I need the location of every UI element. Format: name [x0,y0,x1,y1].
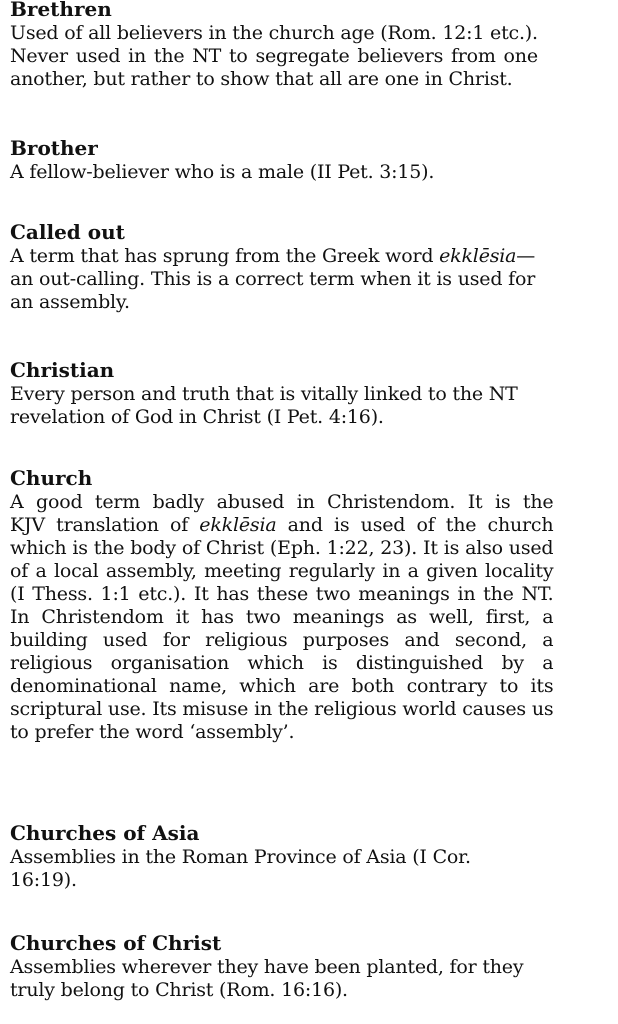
definition-line: another, but rather to show that all are one in Christ. [10,68,513,90]
entry-definition [10,161,434,184]
entry-definition [10,22,538,91]
definition-line [10,245,535,268]
definition-line: In Christendom it has two meanings as well, first, a [10,606,554,628]
definition-line: an out-calling. This is a correct term when it is used for [10,268,536,290]
definition-line: of a local assembly, meeting regularly in a given locality [10,560,554,582]
definition-line: religious organisation which is distinguished by a [10,652,554,674]
entry-term: Church [10,466,93,490]
entry-brethren [10,0,538,91]
definition-line: Every person and truth that is vitally linked to the NT [10,383,518,405]
entry-term: Churches of Asia [10,821,200,845]
definition-line: 16:19). [10,869,77,891]
entry-called-out [10,219,535,314]
entry-churches-of-asia [10,820,471,892]
definition-line: revelation of God in Christ (I Pet. 4:16). [10,406,384,428]
definition-line: scriptural use. Its misuse in the religious world causes us [10,698,554,720]
definition-line: Used of all believers in the church age (Rom. 12:1 etc.). [10,22,538,44]
entry-brother [10,135,434,184]
entry-definition [10,245,535,314]
definition-line: (I Thess. 1:1 etc.). It has these two meanings in the NT. [10,583,554,605]
definition-line: which is the body of Christ (Eph. 1:22, 23). It is also used [10,537,554,559]
definition-text: — [516,245,536,267]
entry-term: Churches of Christ [10,931,222,955]
definition-line: Never used in the NT to segregate believers from one [10,45,538,67]
definition-line: denominational name, which are both contrary to its [10,675,554,697]
entry-definition [10,846,471,892]
entry-definition [10,383,518,429]
definition-text: KJV translation of [10,514,200,536]
entry-christian [10,357,518,429]
definition-text: A term that has sprung from the Greek word [10,245,440,267]
entry-definition [10,491,553,744]
definition-line [10,514,553,537]
entry-churches-of-christ [10,930,523,1002]
definition-line: an assembly. [10,291,130,313]
definition-line: Assemblies in the Roman Province of Asia (I Cor. [10,846,471,868]
entry-church [10,465,553,744]
greek-word: ekklēsia [199,514,277,536]
definition-line: Assemblies wherever they have been planted, for they [10,956,524,978]
entry-term: Brethren [10,0,112,21]
definition-line: A good term badly abused in Christendom. It is the [10,491,554,513]
greek-word: ekklēsia [439,245,517,267]
entry-term: Brother [10,136,98,160]
definition-line: A fellow-believer who is a male (II Pet. 3:15). [10,161,435,183]
definition-line: building used for religious purposes and second, a [10,629,554,651]
entry-definition [10,956,523,1002]
entry-term: Christian [10,358,115,382]
definition-text: and is used of the church [276,514,554,536]
definition-line: to prefer the word ‘assembly’. [10,721,295,743]
definition-line: truly belong to Christ (Rom. 16:16). [10,979,348,1001]
entry-term: Called out [10,220,125,244]
